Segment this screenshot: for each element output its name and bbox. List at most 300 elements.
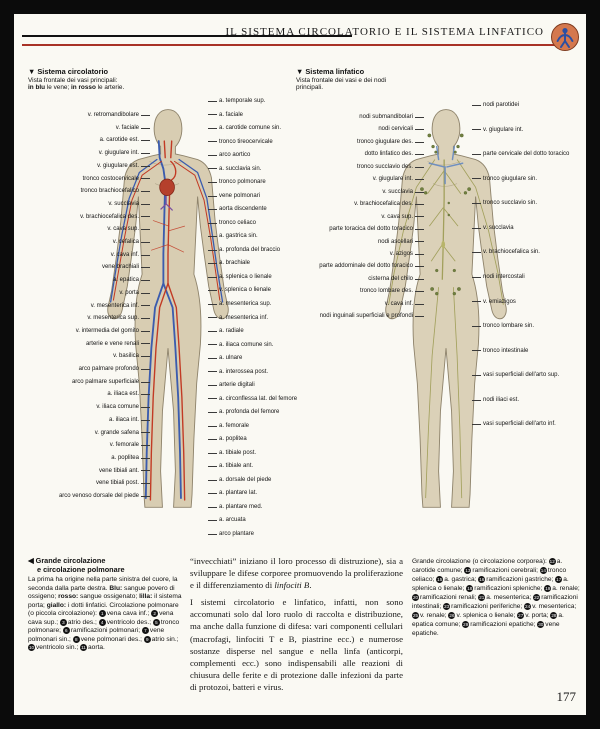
anatomy-label-text: vene tibiali post. [95,480,139,487]
anatomy-label-text: a. brachiale [219,260,251,267]
anatomy-label-text: tronco succlavio des. [356,163,413,170]
leader-line [141,496,150,497]
anatomy-label [22,112,150,119]
leader-line [141,305,150,306]
anatomy-label-text: vene brachiali [101,264,139,271]
leader-line [415,204,424,205]
anatomy-label-text: v. giugulare int. [98,150,139,157]
item-number-badge: 9 [144,636,151,643]
leader-line [208,507,217,508]
anatomy-label [22,277,150,284]
anatomy-label-text: v. giugulare int. [483,126,524,133]
anatomy-label-text: vene tibiali ant. [98,467,139,474]
caption-segment: le arterie. [95,84,125,92]
leader-line [141,204,150,205]
anatomy-label-text: tronco lombare des. [359,288,413,295]
anatomy-label [22,163,150,170]
leader-line [208,304,217,305]
item-text: a. renale; [552,585,580,592]
anatomy-label [298,151,424,158]
anatomy-label [22,468,150,475]
leader-line [141,432,150,433]
pulmonary-circulation-caption [28,557,182,653]
body-paragraph-1 [190,555,403,591]
caption-segment: i dotti linfatici. Circolazione polmonare (o piccola circolazione): [28,601,179,618]
anatomy-label-text: a. plantare med. [219,503,263,510]
anatomy-label-text: a. mesenterica inf. [219,314,269,321]
leader-line [472,277,481,278]
item-text: a. carotide comune; [412,558,563,574]
anatomy-label-text: a. carotide est. [99,137,139,144]
anatomy-label-text: a. iliaca int. [108,416,139,423]
anatomy-label-text: arco palmare superficiale [71,378,139,385]
leader-line [415,216,424,217]
numbered-item [412,594,478,601]
numbered-item [448,612,517,619]
circulatory-caption-subtitle: Vista frontale dei vasi principali: [28,76,118,84]
item-text: ramificazioni spleniche; [474,585,545,592]
leader-line [141,318,150,319]
anatomy-label-text: nodi intercostali [483,273,525,280]
anatomy-label-text: a. arcuata [219,517,246,524]
anatomy-label [22,341,150,348]
leader-line [415,229,424,230]
caption-segment: in rosso [70,84,96,92]
item-number-badge: 24 [525,604,531,609]
leader-line [415,279,424,280]
item-number-badge: 16 [479,577,485,582]
leader-line [208,344,217,345]
lymphatic-caption-title: ▼ Sistema linfatico [296,67,365,76]
anatomy-label [22,201,150,208]
anatomy-label [472,102,584,109]
item-number-badge: 27 [518,613,524,618]
leader-line [141,331,150,332]
caption-segment: lilla: [139,593,153,601]
numbered-item [412,612,448,619]
anatomy-label [22,493,150,500]
caption-body [28,576,182,653]
anatomy-label [208,504,326,511]
anatomy-label-text: a. succlavia sin. [219,165,262,172]
anatomy-label [22,125,150,132]
anatomy-label [208,436,326,443]
anatomy-label [22,264,150,271]
anatomy-label [298,301,424,308]
leader-line [415,117,424,118]
anatomy-label-text: arterie digitali [219,382,255,389]
anatomy-label [208,517,326,524]
leader-line [415,304,424,305]
anatomy-label-text: a. dorsale del piede [219,476,272,483]
leader-line [208,358,217,359]
anatomy-label-text: parte addominale del dotto toracico [319,263,413,270]
anatomy-label [208,490,326,497]
anatomy-label-text: a. interossea post. [219,368,269,375]
item-number-badge: 21 [479,595,485,600]
leader-line [208,182,217,183]
anatomy-label-text: nodi iliaci est. [483,396,520,403]
anatomy-label [22,404,150,411]
anatomy-label [22,366,150,373]
anatomy-label-text: aorta discendente [219,206,267,213]
leader-line [141,216,150,217]
anatomy-label-text: nodi inguinali superficiali e profondi [319,313,413,320]
lymphatic-right-labels [472,102,584,428]
numbered-item [466,585,544,592]
anatomy-label-text: tronco succlavio sin. [483,200,538,207]
leader-line [208,426,217,427]
anatomy-label-text: v. brachiocefalica des. [80,213,139,220]
anatomy-label-text: tronco giugulare sin. [483,175,538,182]
item-text: ramificazioni renali; [420,594,479,601]
anatomy-label-text: v. femorale [109,442,139,449]
anatomy-label-text: a. radiale [219,328,244,335]
anatomy-label-text: a. tibiale ant. [219,463,254,470]
numbered-item [99,619,153,626]
anatomy-label [298,201,424,208]
item-text: aorta. [87,644,105,652]
item-number-badge: 11 [81,645,86,651]
anatomy-label-text: a. temporale sup. [219,98,266,104]
leader-line [208,520,217,521]
item-number-badge: 19 [545,586,551,591]
anatomy-label [472,397,584,404]
anatomy-label-text: v. cava sup. [381,213,413,220]
anatomy-label [208,328,326,335]
item-text: ramificazioni gastriche; [486,576,556,583]
leader-line [208,439,217,440]
anatomy-label-text: arco aortico [219,152,251,159]
leader-line [208,223,217,224]
leader-line [415,241,424,242]
systemic-circulation-list [412,557,582,638]
human-figure-icon [550,22,580,52]
leader-line [141,255,150,256]
anatomy-label [298,214,424,221]
caption-segment: sangue povero di ossigeno; [28,584,175,601]
anatomy-label-text: a. ulnare [219,355,243,362]
item-text: atrio des.; [67,618,99,626]
anatomy-label [208,355,326,362]
item-number-badge: 1 [99,610,106,617]
numbered-item [517,612,550,619]
leader-line [208,398,217,399]
numbered-item [80,644,105,651]
anatomy-label [22,188,150,195]
anatomy-label [22,442,150,449]
anatomy-label [208,369,326,376]
anatomy-label-text: a. poplitea [111,454,139,461]
anatomy-label [22,137,150,144]
anatomy-label [22,315,150,322]
anatomy-label-text: a. iliaca comune sin. [219,341,274,348]
item-number-badge: 2 [151,610,158,617]
numbered-item [60,619,99,626]
leader-line [208,250,217,251]
leader-line [208,493,217,494]
anatomy-label [472,225,584,232]
item-number-badge: 7 [142,627,149,634]
anatomy-label [472,421,584,428]
item-text: a. mesenterica; [486,594,534,601]
item-text: ramificazioni intestinali; [412,594,578,610]
leader-line [472,105,481,106]
caption-segment: giallo: [46,601,67,609]
leader-line [141,293,150,294]
item-text: vene polmonari sin.; [28,627,165,643]
anatomy-label [298,239,424,246]
anatomy-label-text: dotto linfatico des. [364,151,413,158]
leader-line [208,412,217,413]
anatomy-label [298,114,424,121]
anatomy-label [22,290,150,297]
leader-line [415,254,424,255]
item-text: ventricolo sin.; [36,644,80,652]
anatomy-label [472,323,584,330]
item-number-badge: 3 [60,619,67,626]
leader-line [208,385,217,386]
leader-line [208,263,217,264]
anatomy-label-text: v. succlavia [483,224,514,231]
leader-line [472,228,481,229]
leader-line [208,290,217,291]
item-number-badge: 5 [153,619,160,626]
numbered-item [478,576,555,583]
item-number-badge: 13 [465,568,471,573]
anatomy-label [208,477,326,484]
item-number-badge: 17 [556,577,562,582]
anatomy-label-text: v. intermedia del gomito [75,327,139,334]
item-number-badge: 25 [412,613,419,618]
caption-segment: Blu: [109,584,123,592]
leader-line [141,445,150,446]
leader-line [141,470,150,471]
anatomy-label [472,274,584,281]
leader-line [415,192,424,193]
leader-line [208,128,217,129]
leader-line [141,458,150,459]
caption-segment: le vene; [45,84,71,92]
leader-line [472,375,481,376]
item-text: v. renale; [420,612,449,619]
anatomy-label [22,480,150,487]
caption-segment: rosso: [58,593,79,601]
anatomy-label [208,98,326,105]
leader-line [415,154,424,155]
anatomy-label [298,164,424,171]
anatomy-label-text: v. grande safena [94,429,139,436]
anatomy-label [22,353,150,360]
anatomy-label-text: nodi ascellari [377,238,413,245]
item-text: vena cava sup.; [28,610,174,626]
lymphatic-left-labels [298,114,424,320]
leader-line [208,466,217,467]
anatomy-label [208,396,326,403]
leader-line [208,155,217,156]
item-text: v. mesenterica; [532,603,577,610]
anatomy-label-text: v. basilica [113,353,139,360]
anatomy-label-text: a. profonda del femore [219,409,280,416]
anatomy-label [22,417,150,424]
leader-line [472,129,481,130]
caption-segment: La prima ha origine nella parte sinistra del cuore, la seconda dalla parte destra. [28,576,178,592]
leader-line [472,203,481,204]
item-number-badge: 12 [549,559,555,564]
anatomy-label-text: a. gastrica sin. [219,233,258,240]
leader-line [208,209,217,210]
anatomy-label-text: v. brachiocefalica sin. [483,249,540,256]
item-number-badge: 14 [540,568,546,573]
anatomy-label [22,328,150,335]
item-text: tronco celiaco; [412,567,567,583]
anatomy-label-text: a. profonda del braccio [219,246,281,253]
anatomy-label-text: v. porta [119,289,139,296]
item-text: vene polmonari des.; [80,635,144,643]
leader-line [208,168,217,169]
item-number-badge: 4 [99,619,106,626]
leader-line [208,453,217,454]
anatomy-label-text: tronco brachiocefalico [80,188,139,195]
leader-line [208,141,217,142]
numbered-item [524,603,576,610]
anatomy-label [22,391,150,398]
leader-line [141,420,150,421]
item-text: v. porta; [525,612,551,619]
lymphatic-caption-subtitle: Vista frontale dei vasi e dei nodi [296,76,387,84]
anatomy-label [208,423,326,430]
anatomy-label [298,251,424,258]
anatomy-label-text: arco palmare profondo [78,366,139,373]
item-text: a. splenica o lienale; [412,576,569,592]
paragraph-segment: “invecchiati” iniziano il loro processo di distruzione), sia a sviluppare le difese corporee promuovendo la proliferazione e il differenziamento di [190,556,403,591]
anatomy-label-text: parte cervicale del dotto toracico [483,151,570,158]
anatomy-label [22,252,150,259]
anatomy-label [22,226,150,233]
anatomy-label-text: cisterna del chilo [368,275,413,282]
anatomy-label [472,299,584,306]
leader-line [472,154,481,155]
item-text: ramificazioni periferiche; [451,603,525,610]
circulatory-left-labels [22,112,150,500]
numbered-item [63,627,142,634]
leader-line [472,178,481,179]
anatomy-label [472,249,584,256]
leader-line [141,166,150,167]
anatomy-label [22,430,150,437]
leader-line [141,483,150,484]
anatomy-label [472,372,584,379]
numbered-item [464,567,539,574]
leader-line [141,178,150,179]
paragraph-segment: . [309,580,312,591]
leader-line [208,114,217,115]
anatomy-label-text: arterie e vene renali [85,340,139,347]
item-number-badge: 26 [449,613,455,618]
anatomy-label [208,463,326,470]
item-text: ramificazioni polmonari; [70,627,142,635]
leader-line [208,534,217,535]
anatomy-label-text: v. succlavia [108,200,139,207]
header-red-rule [22,44,564,46]
anatomy-label-text: arco venoso dorsale del piede [58,493,139,500]
anatomy-label-text: v. cava sup. [107,226,139,233]
anatomy-label-text: v. azigos [389,250,413,257]
item-text: v. splenica o lienale; [456,612,518,619]
anatomy-label [472,200,584,207]
leader-line [472,400,481,401]
leader-line [208,196,217,197]
leader-line [472,301,481,302]
anatomy-label-text: v. succlavia [382,188,413,195]
numbered-item [436,576,478,583]
anatomy-label [22,150,150,157]
leader-line [208,317,217,318]
systemic-numbered-list [412,558,580,637]
anatomy-label [22,176,150,183]
anatomy-label [22,214,150,221]
anatomy-label-text: v. mesenterica inf. [90,302,139,309]
leader-line [141,369,150,370]
anatomy-label-text: v. iliaca comune [96,404,139,411]
anatomy-label-text: a. iliaca est. [107,391,139,398]
anatomy-label [22,379,150,386]
anatomy-label-text: vasi superficiali dell'arto sup. [483,372,560,379]
leader-line [472,350,481,351]
anatomy-label [22,303,150,310]
systemic-list-intro: Grande circolazione (o circolazione corporea): [412,558,549,565]
leader-line [208,277,217,278]
item-text: ramificazioni cerebrali; [472,567,540,574]
anatomy-label-text: a. tibiale post. [219,449,257,456]
anatomy-label [298,263,424,270]
anatomy-label-text: tronco polmonare [219,179,266,186]
numbered-item [462,621,537,628]
caption-segment: il sistema porta; [28,593,182,609]
numbered-item [99,610,151,617]
anatomy-label [208,450,326,457]
anatomy-label-text: v. faciale [115,124,139,131]
caption-segment: in blu [28,84,46,92]
anatomy-label-text: a. carotide comune sin. [219,125,282,132]
leader-line [141,242,150,243]
anatomy-label [208,382,326,389]
anatomy-label-text: tronco intestinale [483,347,529,354]
anatomy-label [298,276,424,283]
leader-line [141,407,150,408]
anatomy-label-text: v. mesenterica sup. [87,315,139,322]
anatomy-label-text: nodi parotidei [483,102,520,108]
anatomy-label-text: v. splenica o lienale [219,287,271,294]
anatomy-label-text: tronco lombare sin. [483,323,535,330]
numbered-item [28,644,80,651]
item-number-badge: 28 [551,613,557,618]
anatomy-label-text: v. retromandibolare [87,112,139,118]
anatomy-label-text: tronco tireocervicale [219,138,273,145]
leader-line [141,280,150,281]
item-number-badge: 30 [538,622,544,627]
anatomy-label-text: parte toracica del dotto toracico [329,226,413,233]
numbered-item [544,585,580,592]
anatomy-label-text: a. poplitea [219,436,247,443]
anatomy-label-text: a. plantare lat. [219,490,258,497]
leader-line [141,343,150,344]
anatomy-label [208,342,326,349]
anatomy-label [298,288,424,295]
anatomy-label [22,239,150,246]
leader-line [415,129,424,130]
item-text: ramificazioni epatiche; [470,621,538,628]
